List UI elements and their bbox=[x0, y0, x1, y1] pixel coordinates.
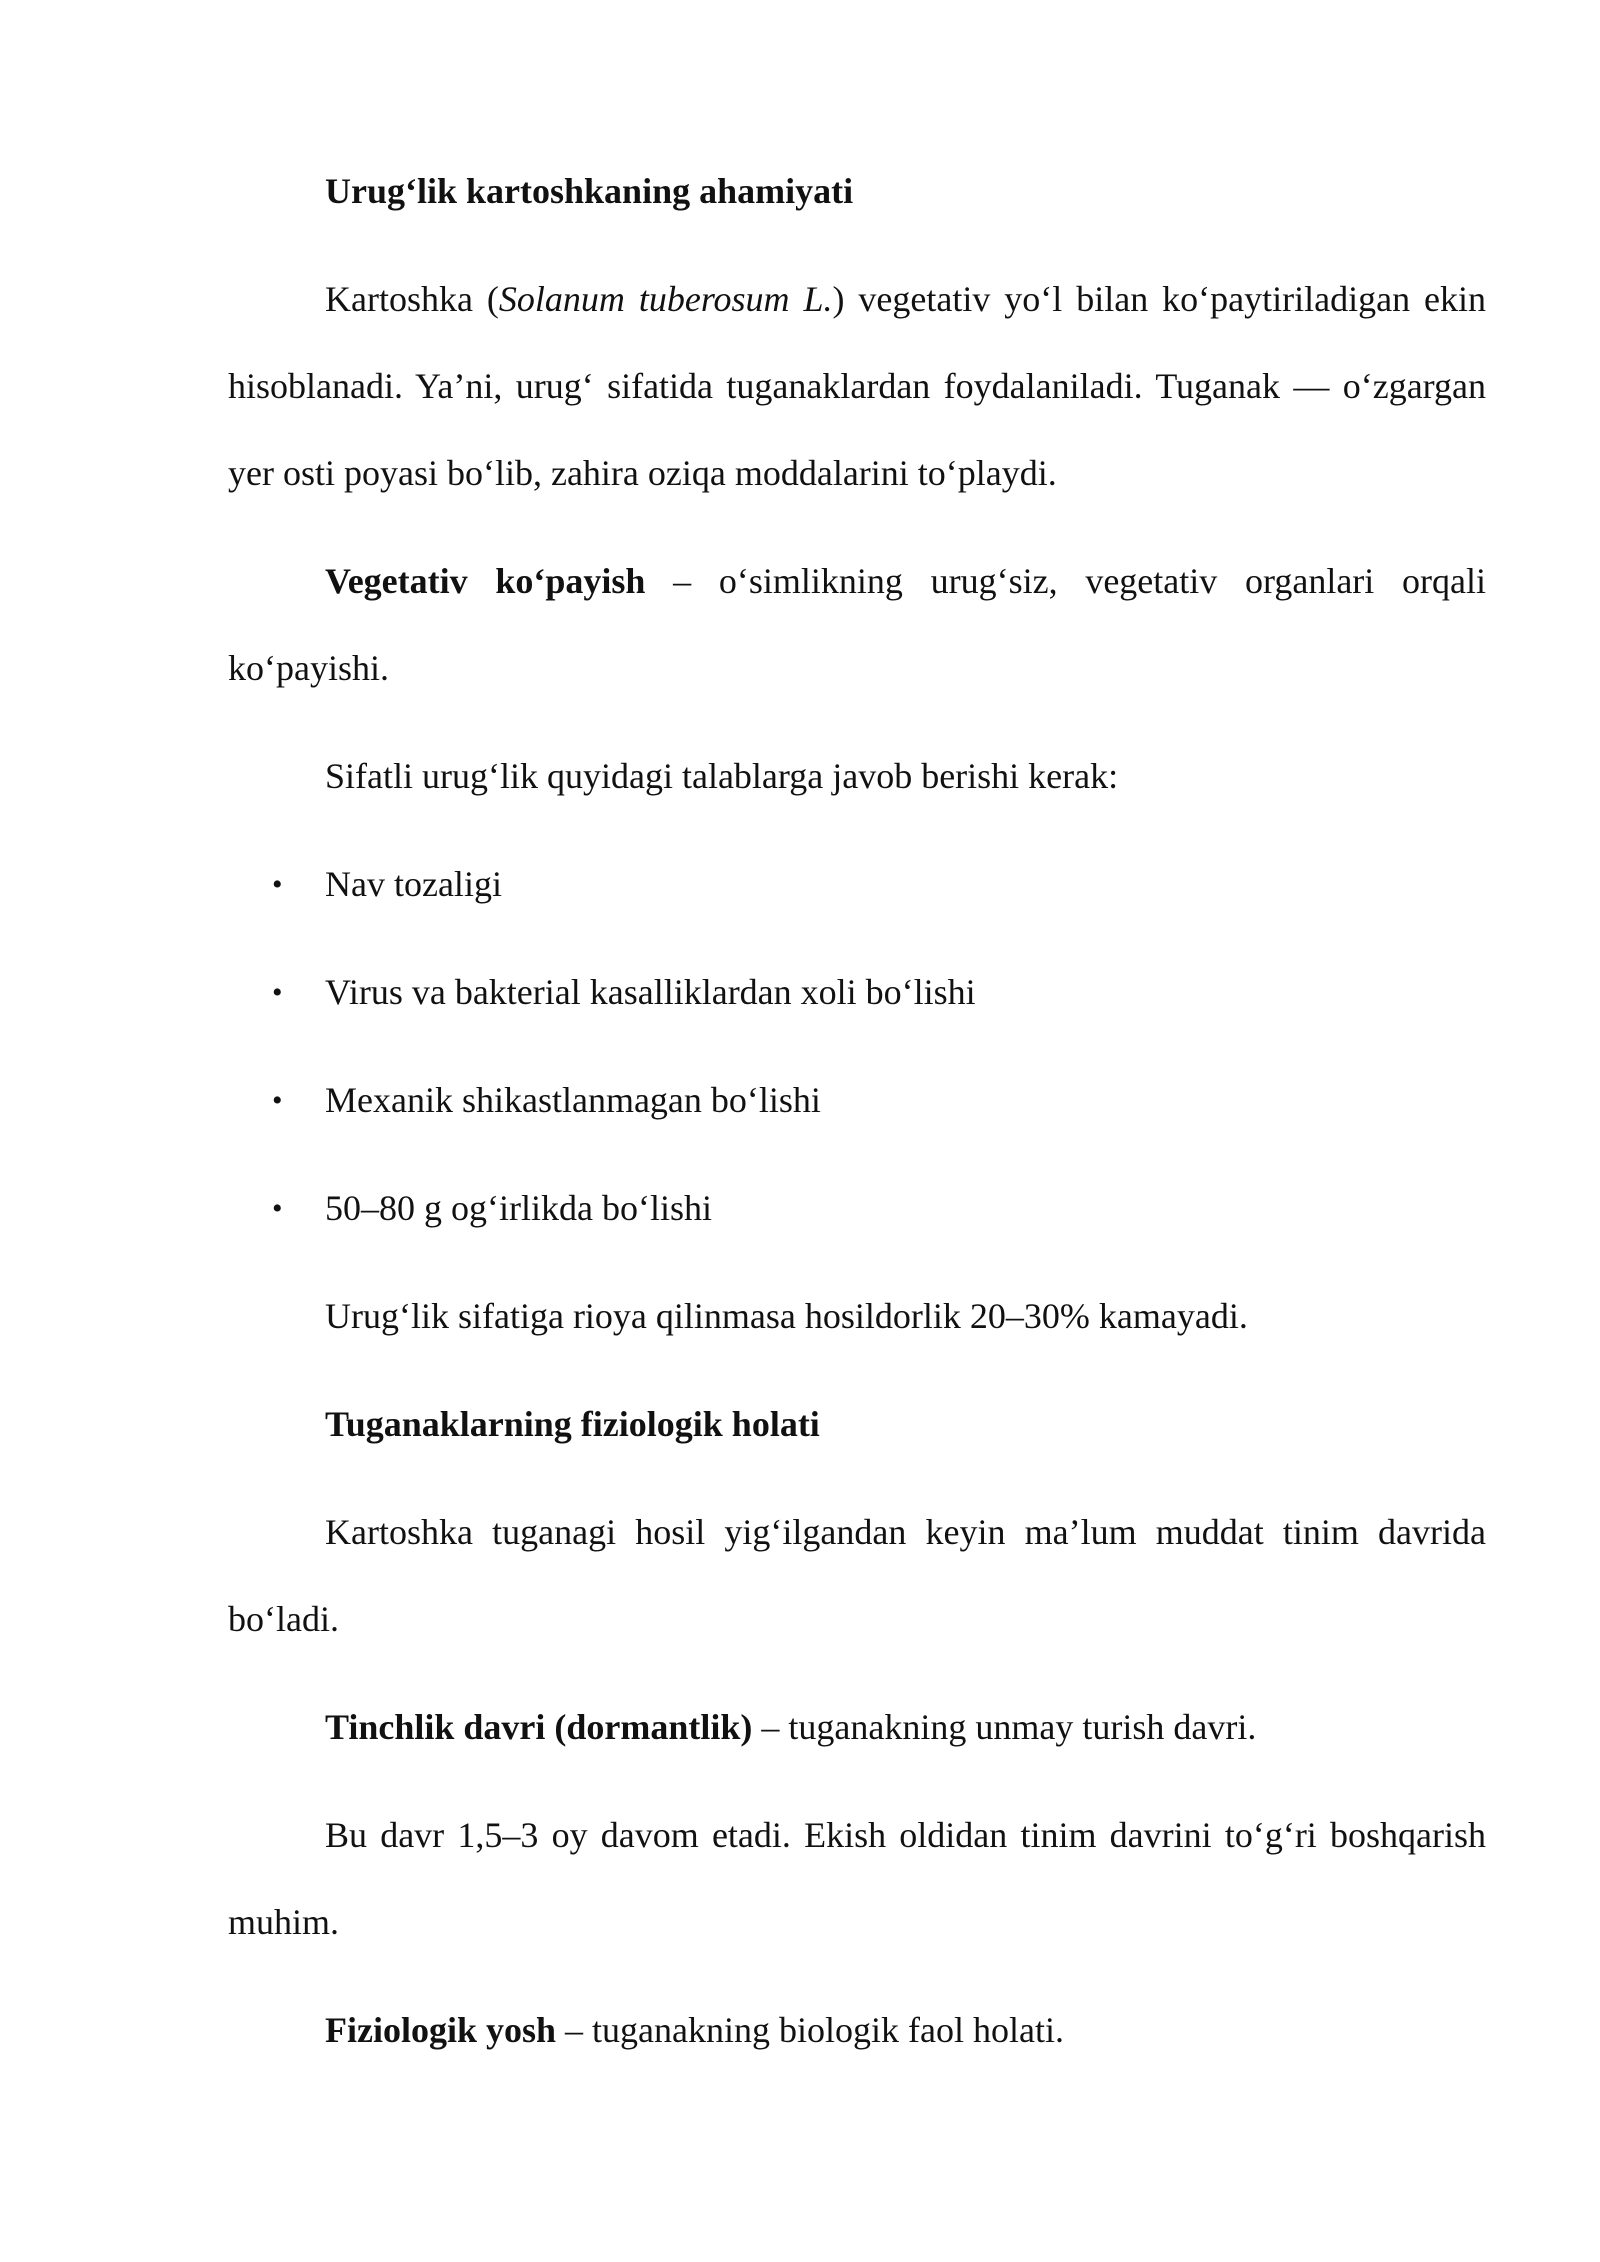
definition-term: Vegetativ ko‘payish bbox=[325, 561, 646, 601]
list-item-text: Mexanik shikastlanmagan bo‘lishi bbox=[325, 1080, 821, 1120]
bullet-icon: • bbox=[272, 1084, 283, 1117]
bullet-icon: • bbox=[272, 868, 283, 901]
section-heading-seed-importance: Urug‘lik kartoshkaning ahamiyati bbox=[325, 171, 854, 211]
paragraph-dormancy-duration: Bu davr 1,5–3 oy davom etadi. Ekish oldidan tinim davrini to‘g‘ri boshqarish muhim. bbox=[228, 1815, 1486, 1942]
list-item bbox=[228, 949, 1486, 1036]
definition-dormancy bbox=[228, 1684, 1486, 1771]
document-body bbox=[228, 148, 1486, 2074]
list-item-text: Virus va bakterial kasalliklardan xoli bo‘lishi bbox=[325, 972, 976, 1012]
definition-vegetative-propagation bbox=[228, 538, 1486, 712]
latin-species-name: Solanum tuberosum L. bbox=[498, 279, 833, 319]
paragraph-potato-propagation bbox=[228, 256, 1486, 517]
list-item-text: 50–80 g og‘irlikda bo‘lishi bbox=[325, 1188, 712, 1228]
bullet-icon: • bbox=[272, 1192, 283, 1225]
list-item-text: Nav tozaligi bbox=[325, 864, 502, 904]
bullet-icon: • bbox=[272, 976, 283, 1009]
list-item bbox=[228, 1057, 1486, 1144]
definition-term: Tinchlik davri (dormantlik) bbox=[325, 1707, 753, 1747]
definition-term: Fiziologik yosh bbox=[325, 2010, 557, 2050]
definition-physiological-age bbox=[228, 1987, 1486, 2074]
section-heading-physiological-state: Tuganaklarning fiziologik holati bbox=[325, 1404, 820, 1444]
definition-text: – tuganakning biologik faol holati. bbox=[556, 2010, 1064, 2050]
requirements-list bbox=[228, 841, 1486, 1252]
definition-text: – o‘simlikning urug‘siz, vegetativ organlari orqali ko‘payishi. bbox=[228, 561, 1486, 688]
definition-text: – tuganakning unmay turish davri. bbox=[752, 1707, 1257, 1747]
list-item bbox=[228, 1165, 1486, 1252]
paragraph-dormancy-intro: Kartoshka tuganagi hosil yig‘ilgandan keyin ma’lum muddat tinim davrida bo‘ladi. bbox=[228, 1512, 1486, 1639]
paragraph-text: Kartoshka ( bbox=[325, 279, 499, 319]
paragraph-text: ) vegetativ yo‘l bilan ko‘paytiriladigan ekin hisoblanadi. Ya’ni, urug‘ sifatida tuganaklardan foydalaniladi. Tuganak — o‘zgargan yer osti poyasi bo‘lib, zahira oziqa moddalarini to‘playdi. bbox=[228, 279, 1486, 493]
paragraph-yield-loss: Urug‘lik sifatiga rioya qilinmasa hosildorlik 20–30% kamayadi. bbox=[325, 1296, 1248, 1336]
list-item bbox=[228, 841, 1486, 928]
paragraph-quality-requirements: Sifatli urug‘lik quyidagi talablarga javob berishi kerak: bbox=[325, 756, 1119, 796]
